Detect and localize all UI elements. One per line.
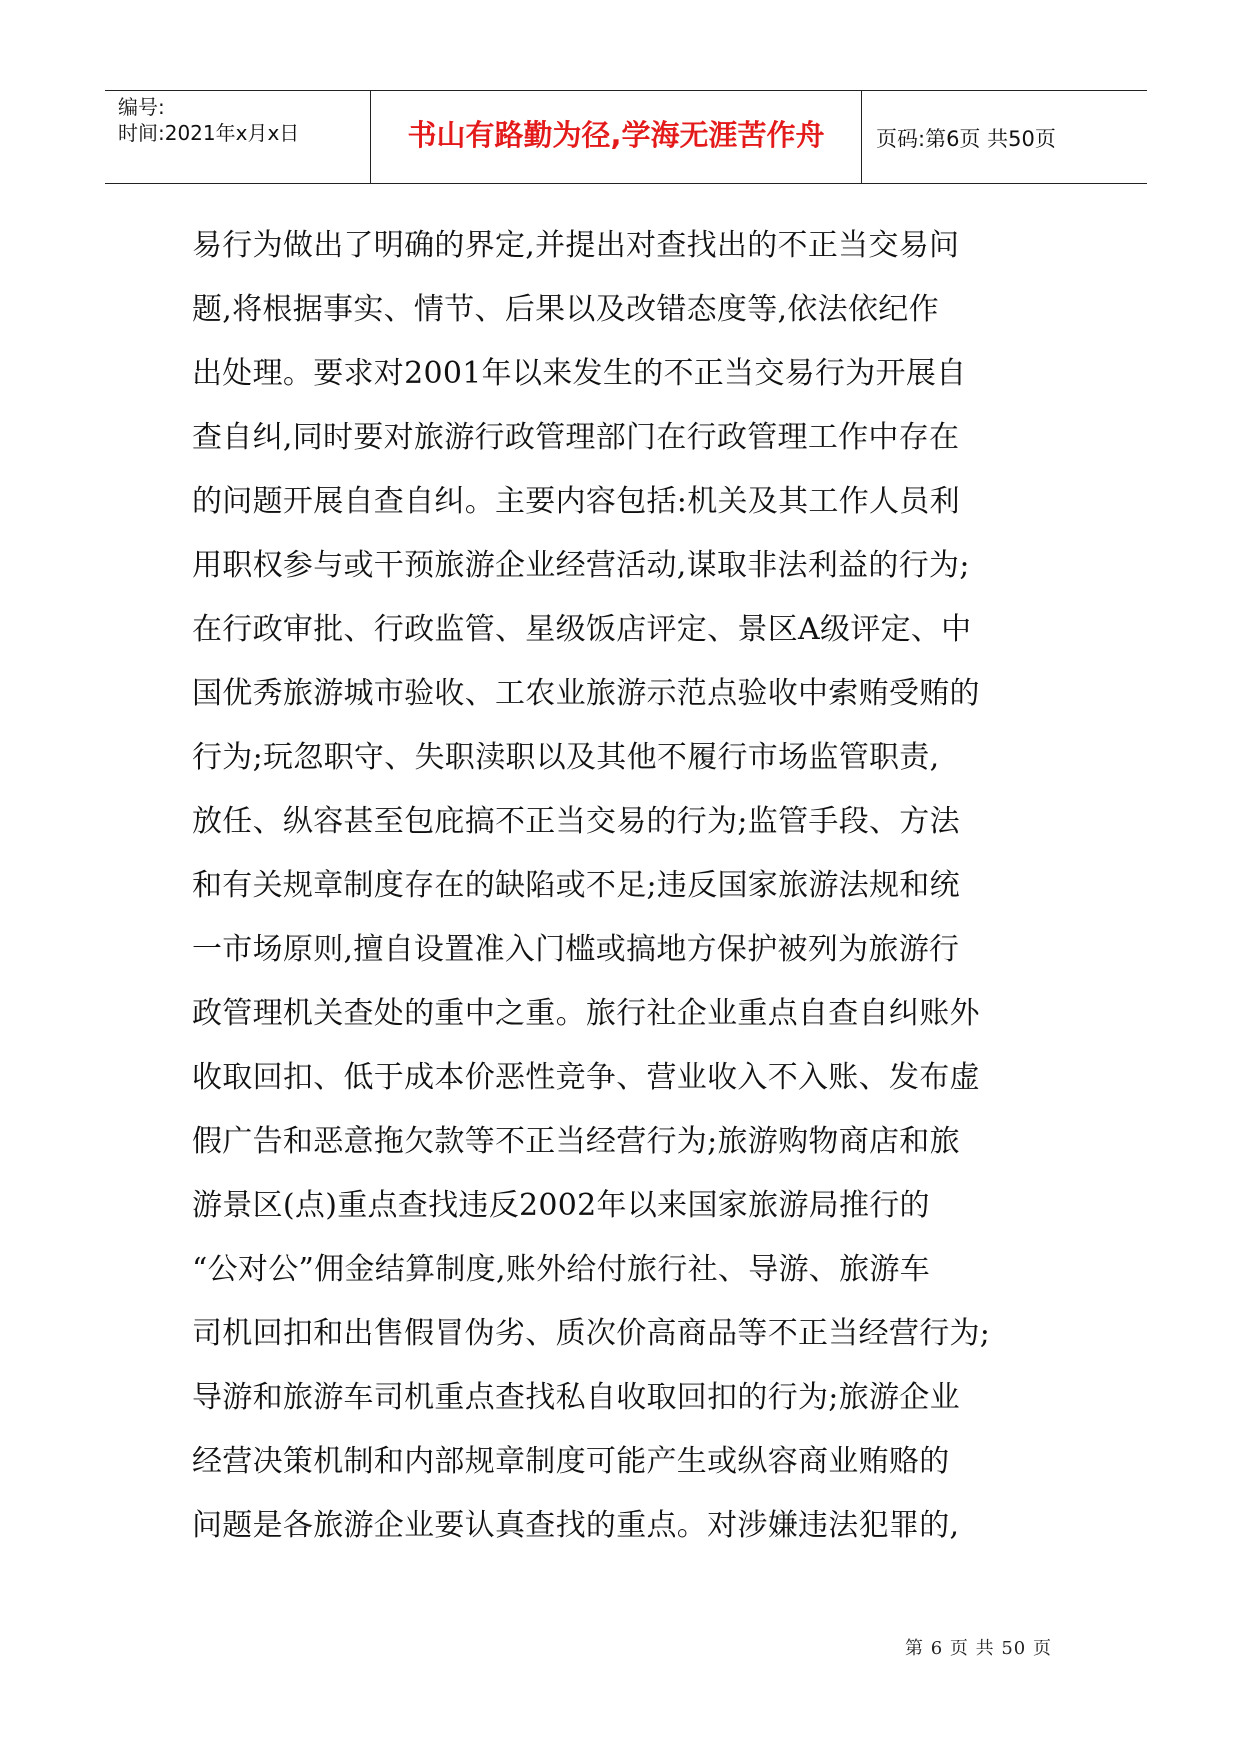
header-divider-left (370, 90, 371, 183)
body-line: 行为;玩忽职守、失职渎职以及其他不履行市场监管职责, (192, 740, 940, 775)
body-line: “公对公”佣金结算制度,账外给付旅行社、导游、旅游车 (192, 1252, 931, 1287)
body-line: 导游和旅游车司机重点查找私自收取回扣的行为;旅游企业 (192, 1380, 960, 1415)
body-line: 收取回扣、低于成本价恶性竞争、营业收入不入账、发布虚 (192, 1060, 980, 1095)
body-line: 的问题开展自查自纠。主要内容包括:机关及其工作人员利 (192, 484, 960, 519)
header-top-rule (105, 90, 1147, 91)
body-line: 用职权参与或干预旅游企业经营活动,谋取非法利益的行为; (192, 548, 970, 583)
footer-page-number: 第 6 页 共 50 页 (905, 1638, 1052, 1659)
body-line: 放任、纵容甚至包庇搞不正当交易的行为;监管手段、方法 (192, 804, 960, 839)
header-page-info: 页码:第6页 共50页 (876, 127, 1056, 151)
body-line: 游景区(点)重点查找违反2002年以来国家旅游局推行的 (192, 1188, 930, 1223)
body-line: 司机回扣和出售假冒伪劣、质次价高商品等不正当经营行为; (192, 1316, 991, 1351)
body-line: 经营决策机制和内部规章制度可能产生或纵容商业贿赂的 (192, 1444, 950, 1479)
header-time-label: 时间:2021年x月x日 (118, 121, 300, 145)
body-line: 和有关规章制度存在的缺陷或不足;违反国家旅游法规和统 (192, 868, 960, 903)
body-line: 假广告和恶意拖欠款等不正当经营行为;旅游购物商店和旅 (192, 1124, 960, 1159)
header-motto: 书山有路勤为径,学海无涯苦作舟 (407, 118, 825, 152)
body-line: 题,将根据事实、情节、后果以及改错态度等,依法依纪作 (192, 292, 939, 327)
body-line: 政管理机关查处的重中之重。旅行社企业重点自查自纠账外 (192, 996, 980, 1031)
body-line: 一市场原则,擅自设置准入门槛或搞地方保护被列为旅游行 (192, 932, 960, 967)
body-line: 出处理。要求对2001年以来发生的不正当交易行为开展自 (192, 356, 967, 391)
body-line: 问题是各旅游企业要认真查找的重点。对涉嫌违法犯罪的, (192, 1508, 960, 1543)
header-code-label: 编号: (118, 95, 165, 119)
body-line: 易行为做出了明确的界定,并提出对查找出的不正当交易问 (192, 228, 960, 263)
body-line: 国优秀旅游城市验收、工农业旅游示范点验收中索贿受贿的 (192, 676, 980, 711)
body-line: 在行政审批、行政监管、星级饭店评定、景区A级评定、中 (192, 612, 972, 647)
header-bottom-rule (105, 183, 1147, 184)
body-line: 查自纠,同时要对旅游行政管理部门在行政管理工作中存在 (192, 420, 960, 455)
header-divider-right (861, 90, 862, 183)
